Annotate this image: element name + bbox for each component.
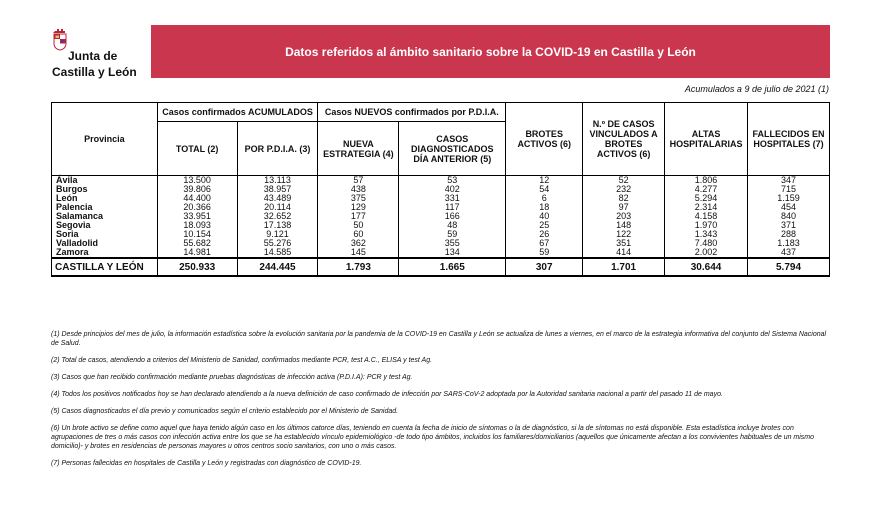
total-cell-vinc: 1.701 — [583, 258, 665, 276]
cell-pdia: 43.489 — [237, 194, 318, 203]
cell-fall: 347 — [748, 176, 830, 186]
table-row — [52, 248, 830, 258]
footnote: (2) Total de casos, atendiendo a criterios del Ministerio de Sanidad, confirmados mediante PCR, test A.C., ELISA y test Ag. — [51, 357, 433, 364]
cell-nueva: 375 — [318, 194, 399, 203]
cell-provincia: Valladolid — [52, 239, 158, 248]
cell-altas: 1.343 — [665, 230, 748, 239]
header-total: TOTAL (2) — [157, 122, 237, 176]
cell-diag: 53 — [399, 176, 506, 186]
cell-fall: 371 — [748, 221, 830, 230]
footnote: (3) Casos que han recibido confirmación mediante pruebas diagnósticas de infección activa (P.D.I.A): PCR y test Ag. — [51, 374, 413, 381]
cell-nueva: 177 — [318, 212, 399, 221]
cell-provincia: Salamanca — [52, 212, 158, 221]
cell-total: 55.682 — [157, 239, 237, 248]
header-group-nuevos: Casos NUEVOS confirmados por P.D.I.A. — [318, 103, 506, 122]
cell-total: 33.951 — [157, 212, 237, 221]
cell-provincia: Segovia — [52, 221, 158, 230]
header-casos-diagnosticados: CASOS DIAGNOSTICADOS DÍA ANTERIOR (5) — [399, 122, 506, 176]
cell-nueva: 57 — [318, 176, 399, 186]
page-title-banner: Datos referidos al ámbito sanitario sobre la COVID-19 en Castilla y León — [151, 25, 830, 78]
total-cell-nueva: 1.793 — [318, 258, 399, 276]
cell-altas: 2.314 — [665, 203, 748, 212]
cell-fall: 840 — [748, 212, 830, 221]
cell-diag: 402 — [399, 185, 506, 194]
cell-pdia: 9.121 — [237, 230, 318, 239]
junta-logo — [52, 29, 142, 79]
cell-altas: 1.970 — [665, 221, 748, 230]
logo-text-line2: Castilla y León — [52, 65, 137, 79]
cell-total: 44.400 — [157, 194, 237, 203]
header-brotes: BROTES ACTIVOS (6) — [506, 103, 583, 176]
cell-altas: 1.806 — [665, 176, 748, 186]
date-caption: Acumulados a 9 de julio de 2021 (1) — [684, 84, 829, 94]
cell-brotes: 26 — [506, 230, 583, 239]
cell-fall: 437 — [748, 248, 830, 258]
cell-vinc: 203 — [583, 212, 665, 221]
cell-vinc: 122 — [583, 230, 665, 239]
footnote: (6) Un brote activo se define como aquel que haya tenido algún caso en los últimos catorce días, teniendo en cuenta la fecha de inicio de síntomas o la de diagnóstico, si la de síntomas no está disponible. Esta estadística incluye brotes con agrupaciones de tres o más casos con infección activa entre los que se ha establecido vínculo epidemiológico -de todo tipo ámbitos, incluidos los familiares/domiciliarios (aquellos que únicamente afectan a los convivientes habituales de un mismo domicilio)- y brotes en residencias de personas mayores u otros centros socio sanitarios, con uno o más casos. — [51, 425, 815, 450]
total-cell-pdia: 244.445 — [237, 258, 318, 276]
cell-vinc: 148 — [583, 221, 665, 230]
footnote: (4) Todos los positivos notificados hoy se han declarado atendiendo a la nueva definición de caso confirmado de infección por SARS-CoV-2 adoptada por la Autoridad sanitaria nacional a partir del pasado 11 de mayo. — [51, 391, 723, 398]
cell-vinc: 52 — [583, 176, 665, 186]
cell-diag: 59 — [399, 230, 506, 239]
cell-provincia: Burgos — [52, 185, 158, 194]
cell-pdia: 17.138 — [237, 221, 318, 230]
cell-altas: 2.002 — [665, 248, 748, 258]
cell-brotes: 54 — [506, 185, 583, 194]
header-nueva-estrategia: NUEVA ESTRATEGIA (4) — [318, 122, 399, 176]
cell-brotes: 40 — [506, 212, 583, 221]
coat-of-arms-icon — [52, 29, 68, 51]
cell-total: 10.154 — [157, 230, 237, 239]
cell-pdia: 38.957 — [237, 185, 318, 194]
cell-nueva: 362 — [318, 239, 399, 248]
cell-diag: 331 — [399, 194, 506, 203]
cell-total: 39.806 — [157, 185, 237, 194]
cell-pdia: 55.276 — [237, 239, 318, 248]
cell-vinc: 351 — [583, 239, 665, 248]
cell-fall: 288 — [748, 230, 830, 239]
logo-text-line1: Junta de — [68, 49, 118, 63]
cell-altas: 7.480 — [665, 239, 748, 248]
cell-brotes: 18 — [506, 203, 583, 212]
cell-provincia: Ávila — [52, 176, 158, 186]
cell-fall: 715 — [748, 185, 830, 194]
cell-pdia: 13.113 — [237, 176, 318, 186]
total-cell-fall: 5.794 — [748, 258, 830, 276]
total-cell-total: 250.933 — [157, 258, 237, 276]
cell-nueva: 60 — [318, 230, 399, 239]
cell-vinc: 82 — [583, 194, 665, 203]
total-row — [52, 258, 830, 276]
total-cell-diag: 1.665 — [399, 258, 506, 276]
cell-vinc: 414 — [583, 248, 665, 258]
footnote: (5) Casos diagnosticados el día previo y comunicados según el criterio establecido por el Ministerio de Sanidad. — [51, 408, 399, 415]
cell-diag: 48 — [399, 221, 506, 230]
cell-pdia: 32.652 — [237, 212, 318, 221]
cell-fall: 454 — [748, 203, 830, 212]
cell-nueva: 50 — [318, 221, 399, 230]
total-cell-altas: 30.644 — [665, 258, 748, 276]
cell-pdia: 20.114 — [237, 203, 318, 212]
cell-provincia: Palencia — [52, 203, 158, 212]
cell-pdia: 14.585 — [237, 248, 318, 258]
cell-brotes: 67 — [506, 239, 583, 248]
cell-altas: 4.158 — [665, 212, 748, 221]
cell-diag: 166 — [399, 212, 506, 221]
cell-provincia: Zamora — [52, 248, 158, 258]
cell-total: 18.093 — [157, 221, 237, 230]
header-pdia: POR P.D.I.A. (3) — [237, 122, 318, 176]
cell-brotes: 25 — [506, 221, 583, 230]
cell-vinc: 232 — [583, 185, 665, 194]
table-body — [52, 176, 830, 277]
total-cell-brotes: 307 — [506, 258, 583, 276]
cell-total: 14.981 — [157, 248, 237, 258]
covid-data-table — [51, 102, 830, 277]
cell-brotes: 12 — [506, 176, 583, 186]
cell-diag: 134 — [399, 248, 506, 258]
cell-vinc: 97 — [583, 203, 665, 212]
cell-fall: 1.183 — [748, 239, 830, 248]
cell-fall: 1.159 — [748, 194, 830, 203]
header-provincia: Provincia — [52, 103, 158, 176]
cell-altas: 5.294 — [665, 194, 748, 203]
cell-diag: 355 — [399, 239, 506, 248]
cell-nueva: 129 — [318, 203, 399, 212]
header-altas: ALTAS HOSPITALARIAS — [665, 103, 748, 176]
cell-nueva: 438 — [318, 185, 399, 194]
cell-altas: 4.277 — [665, 185, 748, 194]
footnote: (7) Personas fallecidas en hospitales de Castilla y León y registradas con diagnóstico de COVID-19. — [51, 460, 362, 467]
cell-provincia: Soria — [52, 230, 158, 239]
header-fallecidos: FALLECIDOS EN HOSPITALES (7) — [748, 103, 830, 176]
cell-total: 13.500 — [157, 176, 237, 186]
cell-total: 20.366 — [157, 203, 237, 212]
cell-brotes: 59 — [506, 248, 583, 258]
cell-diag: 117 — [399, 203, 506, 212]
header-group-acumulados: Casos confirmados ACUMULADOS — [157, 103, 318, 122]
cell-nueva: 145 — [318, 248, 399, 258]
cell-provincia: León — [52, 194, 158, 203]
footnote: (1) Desde principios del mes de julio, la información estadística sobre la evolución sanitaria por la pandemia de la COVID-19 en Castilla y León se actualiza de lunes a viernes, en el marco de la estrategia informativa del conjunto del Sistema Nacional de Salud. — [51, 331, 827, 347]
total-cell-provincia: CASTILLA Y LEÓN — [52, 258, 158, 276]
header-vinculados: N.º DE CASOS VINCULADOS A BROTES ACTIVOS (6) — [583, 103, 665, 176]
footnotes — [51, 330, 831, 476]
cell-brotes: 6 — [506, 194, 583, 203]
